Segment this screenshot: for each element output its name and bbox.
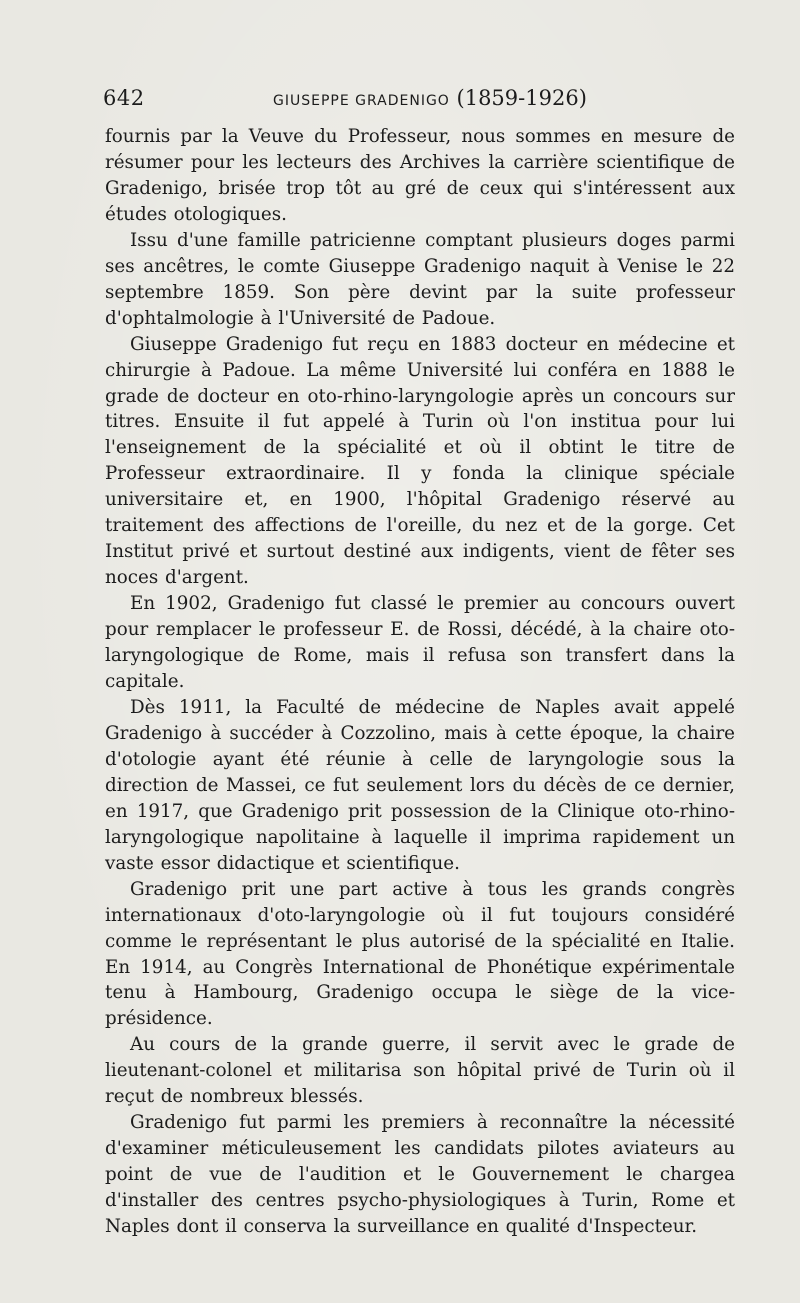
page-header: [103, 82, 743, 116]
paragraph: Giuseppe Gradenigo fut reçu en 1883 docteur en médecine et chirurgie à Padoue. La même Université lui conféra en 1888 le grade de docteur en oto-rhino-laryngologie après un concours sur titres. Ensuite il fut appelé à Turin où l'on institua pour lui l'enseignement de la spécialité et où il obtint le titre de Professeur extraordinaire. Il y fonda la clinique spéciale universitaire et, en 1900, l'hôpital Gradenigo réservé au traitement des affections de l'oreille, du nez et de la gorge. Cet Institut privé et surtout destiné aux indigents, vient de fêter ses noces d'argent.: [105, 333, 735, 589]
running-head-dates: (1859-1926): [456, 86, 587, 110]
body-text: [105, 124, 735, 1240]
paragraph: Gradenigo prit une part active à tous les grands congrès internationaux d'oto-laryngologie où il fut toujours considéré comme le représentant le plus autorisé de la spécialité en Italie. En 1914, au Congrès International de Phonétique expérimentale tenu à Hambourg, Gradenigo occupa le siège de la vice-présidence.: [105, 878, 735, 1030]
running-head-name: GIUSEPPE GRADENIGO: [273, 93, 450, 109]
paragraph: Issu d'une famille patricienne comptant plusieurs doges parmi ses ancêtres, le comte Giuseppe Gradenigo naquit à Venise le 22 septembre 1859. Son père devint par la suite professeur d'ophtalmologie à l'Université de Padoue.: [105, 229, 735, 329]
paragraph: Gradenigo fut parmi les premiers à reconnaître la nécessité d'examiner méticuleusement les candidats pilotes aviateurs au point de vue de l'audition et le Gouvernement le chargea d'installer des centres psycho-physiologiques à Turin, Rome et Naples dont il conserva la surveillance en qualité d'Inspecteur.: [105, 1112, 735, 1238]
running-head: [273, 86, 587, 110]
paragraph: En 1902, Gradenigo fut classé le premier au concours ouvert pour remplacer le professeur E. de Rossi, décédé, à la chaire oto-laryngologique de Rome, mais il refusa son transfert dans la capitale.: [105, 593, 735, 693]
page-number: 642: [103, 86, 145, 110]
paragraph: Dès 1911, la Faculté de médecine de Naples avait appelé Gradenigo à succéder à Cozzolino, mais à cette époque, la chaire d'otologie ayant été réunie à celle de laryngologie sous la direction de Massei, ce fut seulement lors du décès de ce dernier, en 1917, que Gradenigo prit possession de la Clinique oto-rhino-laryngologique napolitaine à laquelle il imprima rapidement un vaste essor didactique et scientifique.: [105, 696, 735, 874]
paragraph: Au cours de la grande guerre, il servit avec le grade de lieutenant-colonel et militarisa son hôpital privé de Turin où il reçut de nombreux blessés.: [105, 1034, 735, 1108]
paragraph: fournis par la Veuve du Professeur, nous sommes en mesure de résumer pour les lecteurs des Archives la carrière scientifique de Gradenigo, brisée trop tôt au gré de ceux qui s'intéressent aux études otologiques.: [105, 126, 735, 225]
